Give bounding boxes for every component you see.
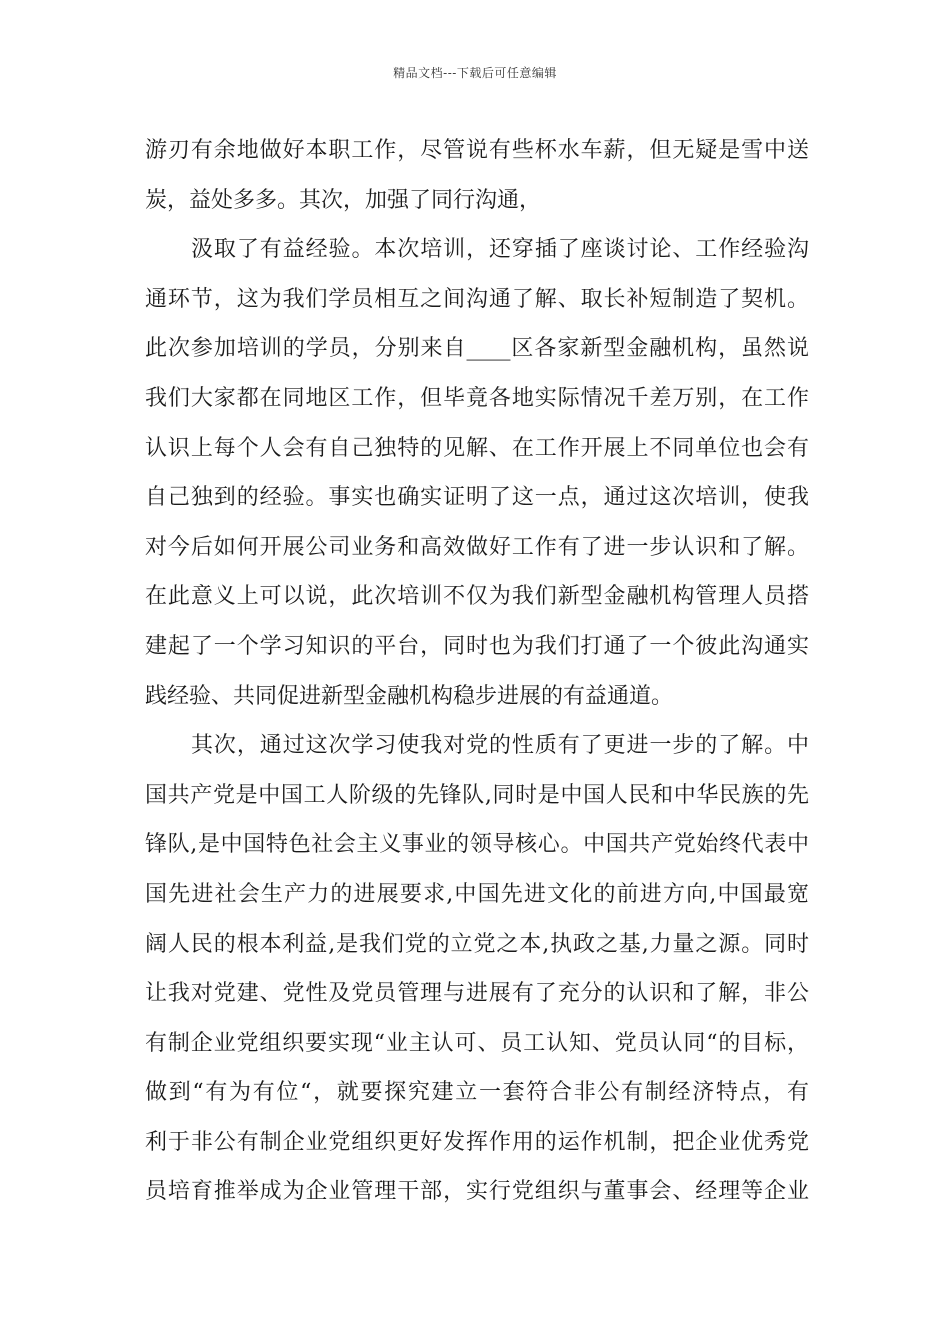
text-line: 员培育推举成为企业管理干部，实行党组织与董事会、经理等企业: [145, 1179, 809, 1205]
page-header: 精品文档---下载后可任意编辑: [393, 66, 557, 80]
text-line: 做到“有为有位“，就要探究建立一套符合非公有制经济特点，有: [145, 1080, 809, 1106]
text-line: 自己独到的经验。事实也确实证明了这一点，通过这次培训，使我: [145, 485, 809, 511]
text-line: 有制企业党组织要实现“业主认可、员工认知、党员认同“的目标，: [145, 1030, 809, 1056]
text-line: 炭，益处多多。其次，加强了同行沟通，: [145, 187, 542, 213]
text-line: 国共产党是中国工人阶级的先锋队,同时是中国人民和中华民族的先: [145, 782, 809, 808]
text-line: 在此意义上可以说，此次培训不仅为我们新型金融机构管理人员搭: [145, 584, 809, 610]
text-line: 国先进社会生产力的进展要求,中国先进文化的前进方向,中国最宽: [145, 881, 809, 907]
text-line: 践经验、共同促进新型金融机构稳步进展的有益通道。: [145, 683, 674, 709]
text-line: 阔人民的根本利益,是我们党的立党之本,执政之基,力量之源。同时: [145, 931, 809, 957]
text-line: 此次参加培训的学员，分别来自____区各家新型金融机构，虽然说: [145, 336, 809, 362]
text-line: 汲取了有益经验。本次培训，还穿插了座谈讨论、工作经验沟: [191, 237, 809, 263]
text-line: 让我对党建、党性及党员管理与进展有了充分的认识和了解，非公: [145, 981, 809, 1007]
text-line: 通环节，这为我们学员相互之间沟通了解、取长补短制造了契机。: [145, 286, 809, 312]
text-line: 对今后如何开展公司业务和高效做好工作有了进一步认识和了解。: [145, 534, 809, 560]
text-line: 其次，通过这次学习使我对党的性质有了更进一步的了解。中: [191, 733, 809, 759]
text-line: 认识上每个人会有自己独特的见解、在工作开展上不同单位也会有: [145, 435, 809, 461]
text-line: 建起了一个学习知识的平台，同时也为我们打通了一个彼此沟通实: [145, 633, 809, 659]
text-line: 锋队,是中国特色社会主义事业的领导核心。中国共产党始终代表中: [145, 832, 809, 858]
text-line: 利于非公有制企业党组织更好发挥作用的运作机制，把企业优秀党: [145, 1129, 809, 1155]
text-line: 游刃有余地做好本职工作，尽管说有些杯水车薪，但无疑是雪中送: [145, 138, 809, 163]
text-line: 我们大家都在同地区工作，但毕竟各地实际情况千差万别，在工作: [145, 385, 809, 411]
body-text: [145, 126, 809, 1217]
